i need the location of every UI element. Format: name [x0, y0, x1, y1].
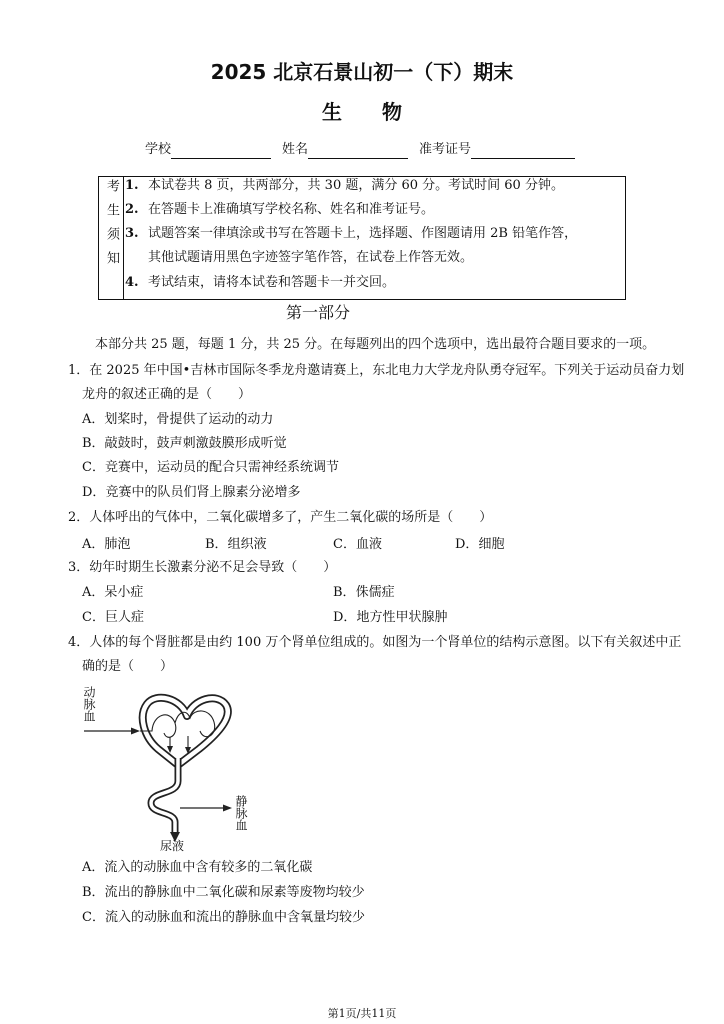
question-4-option-a [82, 859, 312, 877]
student-info-line [145, 141, 575, 159]
notice-item-3-continued [125, 249, 473, 267]
candidate-notice-box [98, 176, 626, 300]
option-key: D． [333, 610, 357, 625]
nephron-diagram [70, 680, 260, 860]
filtration-arrow [167, 737, 173, 753]
notice-item-number: 3. [125, 226, 139, 241]
question-4-line-2 [82, 658, 173, 676]
question-text: 龙舟的叙述正确的是（ ） [82, 387, 252, 402]
question-number: 3． [68, 560, 90, 575]
bowman-capsule [143, 698, 228, 765]
notice-item-text: 考试结束，请将本试卷和答题卡一并交回。 [148, 275, 396, 290]
notice-item-text: 其他试题请用黑色字迹签字笔作答，在试卷上作答无效。 [148, 250, 474, 265]
arterial-inflow-arrow [84, 728, 140, 735]
option-key: D． [455, 537, 479, 552]
notice-item-1 [125, 177, 564, 195]
question-2-option-b [205, 536, 267, 554]
option-key: D． [82, 485, 106, 500]
question-4-option-c [82, 909, 365, 927]
question-2-option-c [333, 536, 382, 554]
exam-id-label: 准考证号 [419, 142, 472, 157]
question-1-line-2 [82, 386, 251, 404]
notice-item-4 [125, 274, 395, 292]
question-4-line-1 [68, 634, 681, 652]
school-blank [171, 143, 271, 159]
question-text: 人体呼出的气体中，二氧化碳增多了，产生二氧化碳的场所是（ ） [89, 510, 493, 525]
question-3-option-b [333, 584, 395, 602]
question-text: 确的是（ ） [82, 659, 174, 674]
question-4-option-b [82, 884, 365, 902]
glomerulus [140, 711, 215, 737]
option-text: 血液 [355, 537, 382, 552]
page-indicator: 第1页/共11页 [327, 1007, 397, 1020]
option-key: B． [333, 585, 356, 600]
option-text: 巨人症 [104, 610, 144, 625]
question-1-line-1 [68, 362, 684, 380]
notice-item-text: 本试卷共 8 页，共两部分，共 30 题，满分 60 分。考试时间 60 分钟。 [148, 178, 564, 193]
notice-item-number: 1. [125, 178, 139, 193]
option-text: 划桨时，骨提供了运动的动力 [104, 412, 274, 427]
option-text: 地方性甲状腺肿 [356, 610, 448, 625]
question-2-line-1 [68, 509, 492, 527]
question-3-option-d [333, 609, 447, 627]
question-number: 2． [68, 510, 90, 525]
notice-item-3 [125, 225, 577, 243]
notice-label-column [99, 177, 124, 299]
question-text: 在 2025 年中国•吉林市国际冬季龙舟邀请赛上，东北电力大学龙舟队勇夺冠军。下列关于运动员奋力划 [89, 363, 685, 378]
option-text: 竞赛中的队员们肾上腺素分泌增多 [105, 485, 301, 500]
notice-item-2 [125, 201, 434, 219]
option-text: 组织液 [227, 537, 267, 552]
renal-tubule [151, 756, 178, 834]
question-number: 4． [68, 635, 90, 650]
question-2-option-d [455, 536, 504, 554]
option-text: 侏儒症 [355, 585, 395, 600]
question-2-option-a [82, 536, 130, 554]
option-key: A． [82, 860, 105, 875]
label-venous-blood: 静脉血 [234, 795, 248, 831]
option-text: 流入的动脉血和流出的静脉血中含氧量均较少 [104, 910, 365, 925]
label-arterial-blood: 动脉血 [82, 686, 96, 722]
label-urine: 尿液 [160, 839, 185, 853]
option-text: 敲鼓时，鼓声刺激鼓膜形成听觉 [104, 436, 287, 451]
question-1-option-d [82, 484, 300, 502]
option-key: B． [82, 885, 105, 900]
option-key: A． [82, 412, 105, 427]
option-text: 呆小症 [104, 585, 144, 600]
question-text: 人体的每个肾脏都是由约 100 万个肾单位组成的。如图为一个肾单位的结构示意图。以下有关叙述中正 [89, 635, 682, 650]
option-text: 细胞 [478, 537, 505, 552]
question-1-option-a [82, 411, 273, 429]
question-3-option-a [82, 584, 143, 602]
option-text: 流入的动脉血中含有较多的二氧化碳 [104, 860, 313, 875]
notice-item-number: 4. [125, 275, 139, 290]
option-key: C． [82, 610, 105, 625]
notice-item-number: 2. [125, 202, 139, 217]
question-1-option-c [82, 459, 339, 477]
option-key: B． [205, 537, 228, 552]
part-title: 第一部分 [286, 303, 351, 322]
school-label: 学校 [145, 142, 172, 157]
option-text: 竞赛中，运动员的配合只需神经系统调节 [104, 460, 339, 475]
option-key: A． [82, 537, 105, 552]
option-key: C． [82, 460, 105, 475]
option-key: C． [82, 910, 105, 925]
question-text: 幼年时期生长激素分泌不足会导致（ ） [89, 560, 337, 575]
option-text: 肺泡 [104, 537, 131, 552]
option-key: A． [82, 585, 105, 600]
venous-outflow-arrow [180, 805, 232, 812]
option-key: C． [333, 537, 356, 552]
question-1-option-b [82, 435, 287, 453]
name-blank [308, 143, 408, 159]
part-intro: 本部分共 25 题，每题 1 分，共 25 分。在每题列出的四个选项中，选出最符合题目要求的一项。 [95, 337, 656, 352]
question-3-line-1 [68, 559, 336, 577]
notice-item-text: 在答题卡上准确填写学校名称、姓名和准考证号。 [148, 202, 435, 217]
question-3-option-c [82, 609, 144, 627]
subject-title: 生 物 [322, 100, 402, 124]
exam-title: 2025 北京石景山初一（下）期末 [210, 60, 514, 84]
notice-label: 考生须知 [104, 179, 119, 275]
exam-id-blank [471, 143, 575, 159]
notice-item-text: 试题答案一律填涂或书写在答题卡上，选择题、作图题请用 2B 铅笔作答， [148, 226, 578, 241]
option-key: B． [82, 436, 105, 451]
name-label: 姓名 [282, 142, 309, 157]
question-number: 1． [68, 363, 90, 378]
option-text: 流出的静脉血中二氧化碳和尿素等废物均较少 [104, 885, 365, 900]
